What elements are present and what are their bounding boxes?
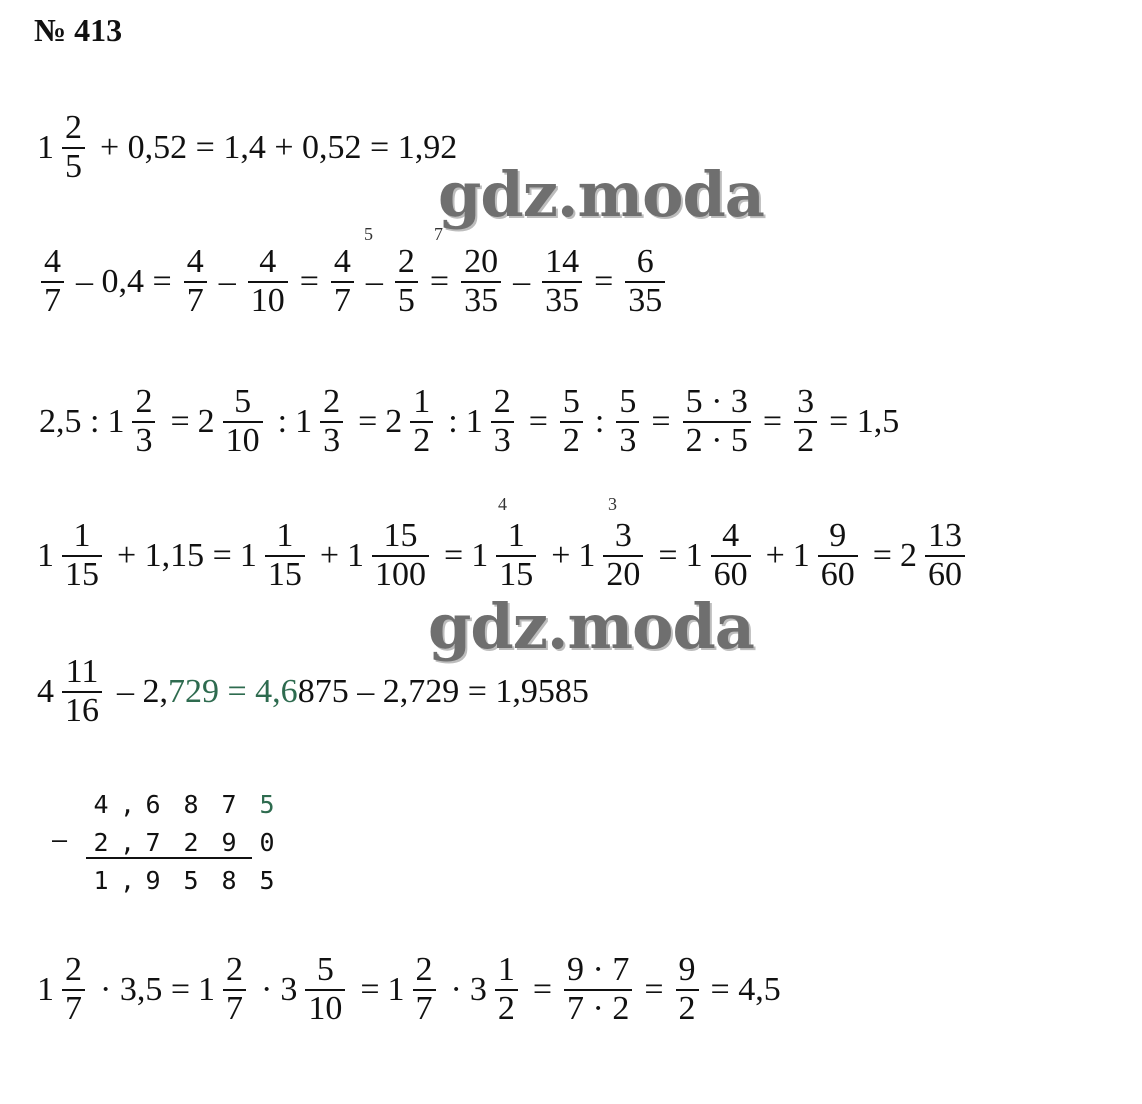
watermark-logo: gdz.moda: [428, 590, 754, 663]
fraction: $\frac{5}{2}$: [560, 384, 583, 459]
mixed-number: 4 $\frac{11}{16}$: [37, 654, 109, 729]
subtrahend-row: 2 , 7 2 9 0: [93, 827, 275, 857]
mixed-number: 1 $\frac{2}{7}$: [37, 952, 92, 1027]
fraction: $\frac{9 \cdot 7}{7 \cdot 2}$: [564, 952, 632, 1027]
mixed-number: 1 $\frac{2}{3}$: [107, 384, 162, 459]
fraction: $\frac{5 \cdot 3}{2 \cdot 5}$: [683, 384, 751, 459]
multiplier-mark: 4: [498, 494, 507, 514]
exercise-number: № 413: [34, 12, 123, 48]
result-line: [86, 857, 252, 859]
reduction-mark: 5: [364, 224, 373, 244]
mixed-number: 1 $\frac{2}{5}$: [37, 110, 92, 185]
fraction: $\frac{2}{5}$: [395, 244, 418, 319]
minus-sign: –: [52, 825, 68, 854]
fraction: $\frac{4}{7}$: [184, 244, 207, 319]
minuend-row: 4 , 6 8 7 5: [93, 789, 275, 819]
mixed-number: 3 $\frac{5}{10}$: [280, 952, 352, 1027]
fraction: $\frac{4}{7}$: [41, 244, 64, 319]
mixed-number: 1 $\frac{2}{7}$: [388, 952, 443, 1027]
difference-row: 1 , 9 5 8 5: [93, 865, 275, 895]
equation-line-5: 4 $\frac{11}{16}$ – 2, 729 = 4,6 875 – 2,729 = 1,9585: [37, 653, 589, 729]
equation-line-3: 2,5 : 1 $\frac{2}{3}$ = 2 $\frac{5}{10}$ : 1 $\frac{2}{3}$ = 2 $\frac{1}{2}$ : 1 $\frac{2}{3}$ = $\frac{5}{2}$ : $\frac{5}{3}$ = $\frac{5 \cdot 3}{2 \cdot 5}$ = $\frac{3}{2}$ = 1,5: [39, 383, 900, 459]
mixed-number: 2 $\frac{13}{60}$: [900, 518, 972, 593]
multiplier-mark: 3: [608, 494, 617, 514]
column-subtraction: [52, 785, 286, 899]
fraction: $\frac{2}{5}$: [62, 110, 85, 185]
mixed-number: 1 $\frac{1}{15}$: [37, 518, 109, 593]
highlighted-digits: 729 = 4,6: [168, 672, 298, 710]
watermark-logo: gdz.moda: [438, 158, 764, 231]
fraction: $\frac{9}{2}$: [676, 952, 699, 1027]
mixed-number: 1 $\frac{1}{15}$: [471, 518, 543, 593]
reduction-mark: 7: [434, 224, 443, 244]
mixed-number: 1 $\frac{9}{60}$: [793, 518, 865, 593]
fraction: $\frac{5}{3}$: [616, 384, 639, 459]
equation-line-4: 1 $\frac{1}{15}$ + 1,15 = 1 $\frac{1}{15}$ + 1 $\frac{15}{100}$ = 1 $\frac{1}{15}$ + 1 $\frac{3}{20}$ = 1 $\frac{4}{60}$ + 1 $\frac{9}{60}$ = 2 $\frac{13}{60}$: [34, 518, 975, 593]
equation-line-6: 1 $\frac{2}{7}$ · 3,5 = 1 $\frac{2}{7}$ · 3 $\frac{5}{10}$ = 1 $\frac{2}{7}$ · 3 $\frac{1}{2}$ = $\frac{9 \cdot 7}{7 \cdot 2}$ = $\frac{9}{2}$ = 4,5: [37, 951, 781, 1027]
mixed-number: 1 $\frac{1}{15}$: [240, 518, 312, 593]
equation-line-1: [34, 110, 462, 185]
mixed-number: 2 $\frac{1}{2}$: [385, 384, 440, 459]
fraction: $\frac{14}{35}$: [542, 244, 582, 319]
mixed-number: 1 $\frac{2}{3}$: [466, 384, 521, 459]
mixed-number: 1 $\frac{2}{7}$: [198, 952, 253, 1027]
fraction: $\frac{20}{35}$: [461, 244, 501, 319]
fraction: $\frac{3}{2}$: [794, 384, 817, 459]
mixed-number: 1 $\frac{15}{100}$: [347, 518, 436, 593]
mixed-number: 1 $\frac{4}{60}$: [686, 518, 758, 593]
mixed-number: 3 $\frac{1}{2}$: [470, 952, 525, 1027]
expression-text: + 0,52 = 1,4 + 0,52 = 1,92: [100, 128, 458, 166]
mixed-number: 1 $\frac{3}{20}$: [578, 518, 650, 593]
equation-line-2: $\frac{4}{7}$ – 0,4 = $\frac{4}{7}$ – $\frac{4}{10}$ = $\frac{4}{7}$ – $\frac{2}{5}$ = $\frac{20}{35}$ – $\frac{14}{35}$ = $\frac{6}{35}$: [34, 244, 672, 319]
mixed-number: 2 $\frac{5}{10}$: [198, 384, 270, 459]
mixed-number: 1 $\frac{2}{3}$: [295, 384, 350, 459]
fraction: $\frac{4}{10}$: [248, 244, 288, 319]
fraction: $\frac{4}{7}$: [331, 244, 354, 319]
fraction: $\frac{6}{35}$: [625, 244, 665, 319]
